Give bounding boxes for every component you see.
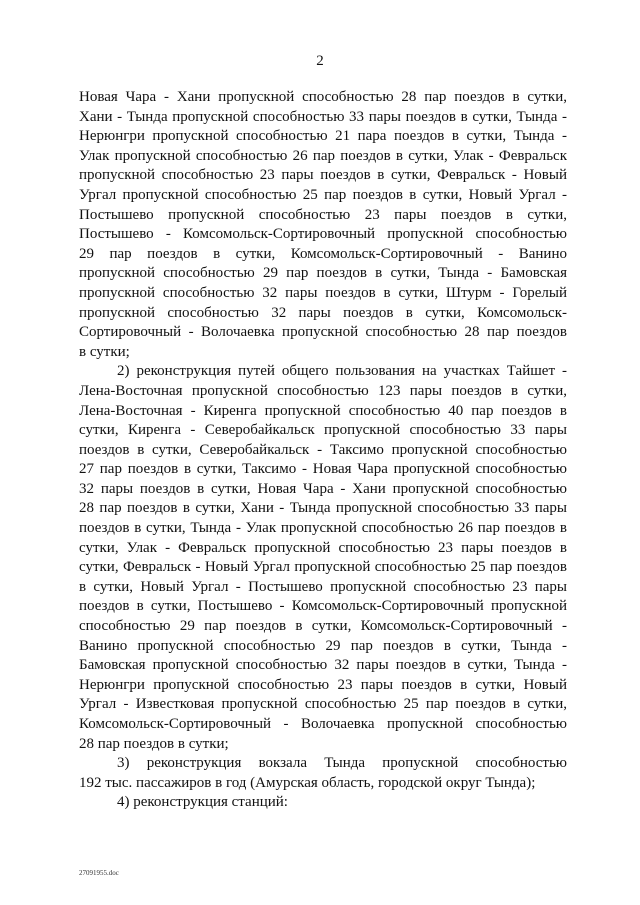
text-line: Улак пропускной способностью 26 пар поездов в сутки, Улак - Февральск [79, 147, 567, 164]
text-line: сутки, Февральск - Новый Ургал пропускной способностью 25 пар поездов [79, 559, 567, 576]
footer-filename: 27091955.doc [79, 869, 119, 877]
page-number: 2 [316, 53, 324, 69]
text-line: пропускной способностью 29 пар поездов в сутки, Тында - Бамовская [79, 265, 567, 282]
text-line: 29 пар поездов в сутки, Комсомольск-Сортировочный - Ванино [79, 245, 567, 262]
text-line: Бамовская пропускной способностью 32 пары поездов в сутки, Тында - [79, 657, 567, 674]
text-line: Ургал - Известковая пропускной способностью 25 пар поездов в сутки, [79, 696, 567, 713]
text-line: Лена-Восточная - Киренга пропускной способностью 40 пар поездов в [79, 402, 567, 419]
text-line: в сутки, Новый Ургал - Постышево пропускной способностью 23 пары [79, 578, 567, 595]
text-line: Сортировочный - Волочаевка пропускной способностью 28 пар поездов [79, 324, 567, 341]
text-line: поездов в сутки, Тында - Улак пропускной способностью 26 пар поездов в [79, 520, 567, 537]
text-line: Постышево пропускной способностью 23 пары поездов в сутки, [79, 206, 567, 223]
text-line: 28 пар поездов в сутки, Хани - Тында пропускной способностью 33 пары [79, 500, 567, 517]
text-line: Новая Чара - Хани пропускной способностью 28 пар поездов в сутки, [79, 89, 567, 105]
text-line: 32 пары поездов в сутки, Новая Чара - Хани пропускной способностью [79, 480, 567, 497]
document-body [79, 88, 567, 813]
text-line: 192 тыс. пассажиров в год (Амурская область, городской округ Тында); [79, 774, 536, 791]
list-item-start: 2) реконструкция путей общего пользования на участках Тайшет - [117, 363, 567, 380]
list-item-start: 4) реконструкция станций: [117, 794, 288, 811]
text-line: поездов в сутки, Постышево - Комсомольск-Сортировочный пропускной [79, 598, 567, 615]
text-line: пропускной способностью 23 пары поездов в сутки, Февральск - Новый [79, 167, 567, 184]
text-line: Нерюнгри пропускной способностью 21 пара поездов в сутки, Тында - [79, 128, 567, 145]
text-line: поездов в сутки, Северобайкальск - Таксимо пропускной способностью [79, 441, 567, 458]
text-line: сутки, Улак - Февральск пропускной способностью 23 пары поездов в [79, 539, 567, 556]
text-line: Ванино пропускной способностью 29 пар поездов в сутки, Тында - [79, 637, 567, 654]
text-line: Хани - Тында пропускной способностью 33 пары поездов в сутки, Тында - [79, 108, 567, 125]
text-line: Ургал пропускной способностью 25 пар поездов в сутки, Новый Ургал - [79, 186, 567, 203]
text-line: пропускной способностью 32 пары поездов в сутки, Штурм - Горелый [79, 284, 567, 301]
text-line: 27 пар поездов в сутки, Таксимо - Новая Чара пропускной способностью [79, 461, 567, 478]
text-line: в сутки; [79, 343, 130, 360]
text-line: Нерюнгри пропускной способностью 23 пары поездов в сутки, Новый [79, 676, 567, 693]
text-line: способностью 29 пар поездов в сутки, Комсомольск-Сортировочный - [79, 618, 567, 635]
text-line: Лена-Восточная пропускной способностью 123 пары поездов в сутки, [79, 382, 567, 399]
text-line: Комсомольск-Сортировочный - Волочаевка пропускной способностью [79, 716, 567, 732]
text-line: Постышево - Комсомольск-Сортировочный пропускной способностью [79, 226, 567, 243]
list-item-start: 3) реконструкция вокзала Тында пропускной способностью [117, 755, 567, 772]
text-line: 28 пар поездов в сутки; [79, 735, 229, 752]
text-line: сутки, Киренга - Северобайкальск пропускной способностью 33 пары [79, 422, 567, 439]
text-line: пропускной способностью 32 пары поездов в сутки, Комсомольск- [79, 304, 567, 321]
